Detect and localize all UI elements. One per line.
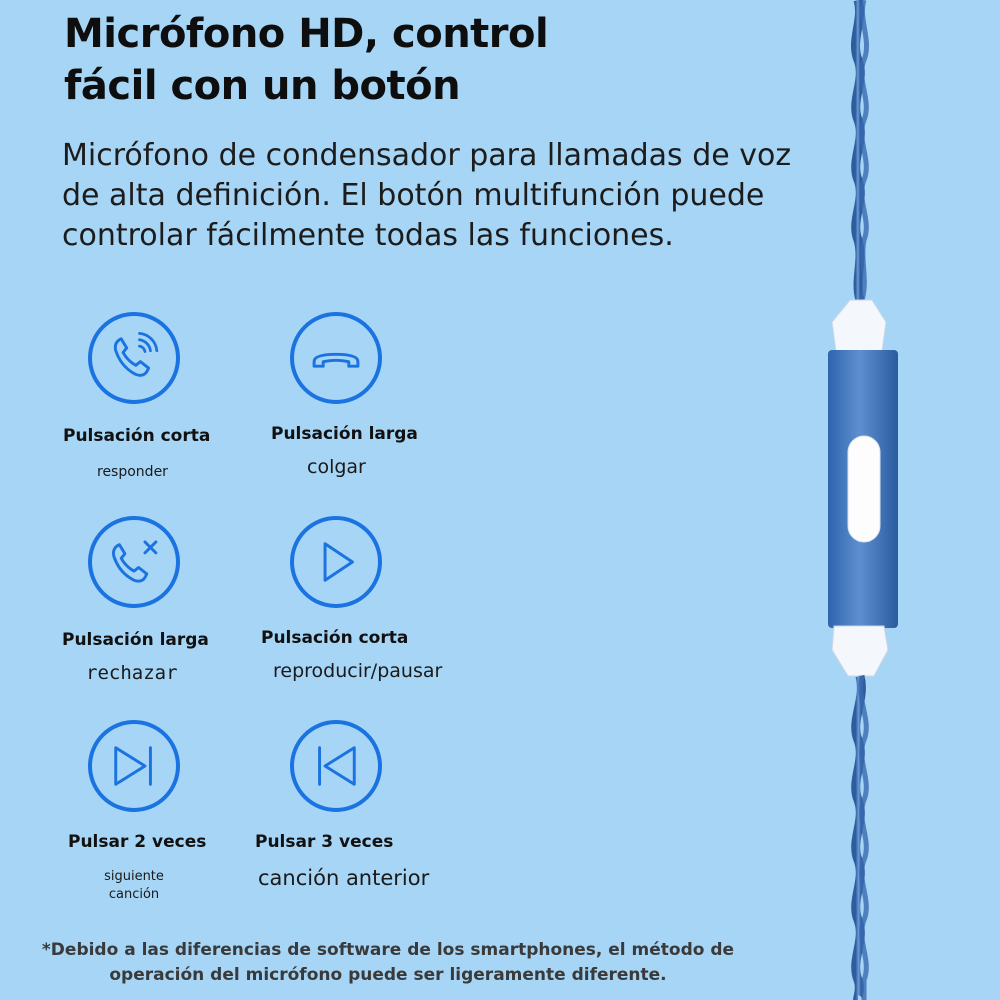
strain-relief-bottom — [832, 626, 888, 676]
feature-label: Pulsación larga — [271, 424, 418, 444]
play-icon — [290, 516, 382, 608]
phone-reject-icon — [88, 516, 180, 608]
feature-label: Pulsación larga — [62, 630, 209, 650]
feature-play-pause — [260, 516, 460, 706]
feature-sub: responder — [97, 464, 168, 480]
strain-relief-top — [832, 300, 886, 352]
feature-sub: siguiente canción — [104, 869, 164, 902]
phone-hangup-icon — [290, 312, 382, 404]
next-track-icon — [88, 720, 180, 812]
feature-sub: reproducir/pausar — [273, 660, 443, 682]
cable-bottom — [856, 676, 862, 1000]
feature-label: Pulsar 3 veces — [255, 832, 394, 852]
earphone-cable-remote — [810, 0, 930, 1000]
remote-button — [848, 436, 880, 542]
feature-sub: rechazar — [86, 662, 178, 684]
description-text: Micrófono de condensador para llamadas de voz de alta definición. El botón multifunción puede controlar fácilmente todas las funciones. — [62, 138, 792, 253]
feature-label: Pulsación corta — [63, 426, 211, 446]
page-title — [64, 8, 548, 112]
phone-answer-icon — [88, 312, 180, 404]
cable-top — [855, 0, 860, 300]
feature-answer — [60, 312, 260, 502]
previous-track-icon — [290, 720, 382, 812]
title-line-1: Micrófono HD, control — [64, 11, 549, 57]
feature-label: Pulsar 2 veces — [68, 832, 207, 852]
feature-previous-track — [254, 720, 454, 910]
feature-next-track — [66, 720, 266, 910]
footnote: *Debido a las diferencias de software de los smartphones, el método de operación del micrófono puede ser ligeramente diferente. — [41, 940, 735, 985]
feature-reject — [60, 516, 260, 706]
feature-label: Pulsación corta — [261, 628, 409, 648]
feature-sub: canción anterior — [258, 866, 430, 890]
feature-sub: colgar — [307, 456, 366, 478]
title-line-2: fácil con un botón — [64, 63, 461, 109]
feature-hangup — [268, 312, 468, 502]
